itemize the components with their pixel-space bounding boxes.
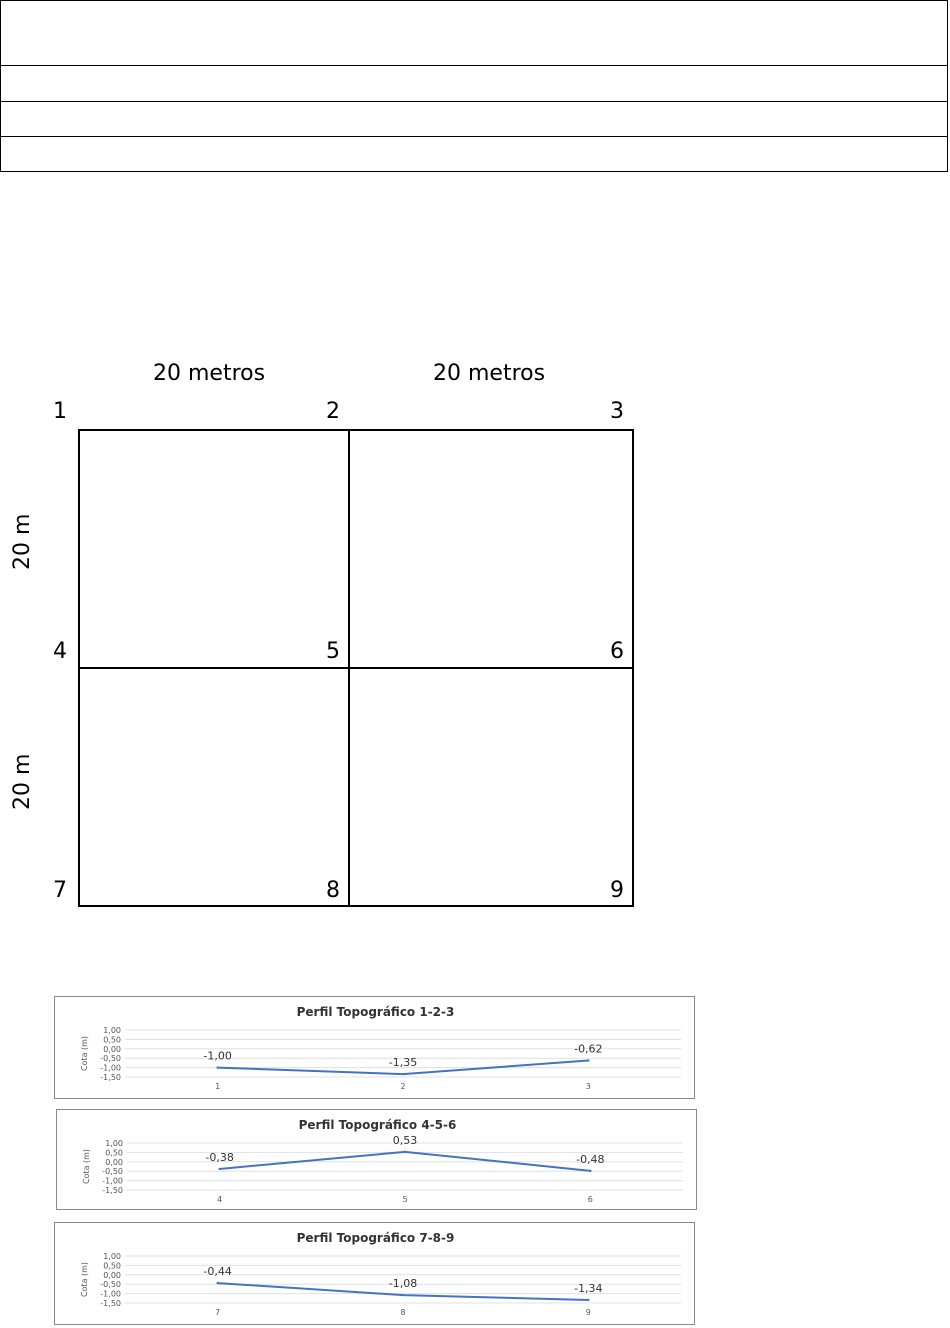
top-distance-label: 20 metros: [153, 361, 266, 386]
y-tick-label: -0,50: [100, 1054, 121, 1064]
table-row: [1, 102, 948, 137]
x-tick-label: 7: [215, 1308, 221, 1317]
y-tick-label: 0,50: [105, 1148, 123, 1158]
table-cell: [1, 137, 948, 172]
data-point: [402, 1294, 404, 1296]
y-axis-label: Cota (m): [80, 1035, 89, 1072]
y-tick-label: 1,00: [103, 1252, 121, 1261]
x-tick-label: 2: [400, 1082, 406, 1091]
table-cell: [1, 1, 948, 66]
x-tick-label: 9: [585, 1308, 591, 1317]
chart-title: Perfil Topográfico 7-8-9: [296, 1231, 455, 1245]
data-label: -0,62: [574, 1042, 603, 1056]
y-tick-label: 0,00: [103, 1270, 121, 1280]
data-label: -1,35: [388, 1056, 418, 1070]
chart-svg: [55, 997, 696, 1100]
header-table: [0, 0, 948, 172]
table-cell: [1, 102, 948, 137]
y-tick-label: 0,50: [103, 1035, 121, 1045]
x-tick-label: 1: [215, 1082, 221, 1091]
y-tick-label: 1,00: [103, 1026, 121, 1035]
y-tick-label: -1,50: [100, 1073, 121, 1082]
point-label: 5: [326, 639, 340, 664]
data-point: [587, 1299, 589, 1301]
chart-svg: [55, 1223, 696, 1326]
table-cell: [1, 66, 948, 102]
data-label: -0,44: [203, 1265, 232, 1279]
data-label: -1,00: [203, 1049, 232, 1063]
data-point: [404, 1151, 406, 1153]
side-distance-label: 20 m: [10, 753, 35, 810]
point-label: 8: [326, 878, 340, 903]
y-tick-label: 0,00: [103, 1044, 121, 1054]
chart-svg: [57, 1110, 698, 1211]
data-label: -0,38: [205, 1150, 234, 1164]
top-distance-label: 20 metros: [433, 361, 546, 386]
y-tick-label: -1,00: [102, 1176, 123, 1186]
data-label: 0,53: [392, 1133, 418, 1147]
chart-title: Perfil Topográfico 4-5-6: [298, 1118, 457, 1132]
data-point: [587, 1059, 589, 1061]
y-tick-label: -1,50: [100, 1299, 121, 1308]
y-tick-label: -1,50: [102, 1186, 123, 1195]
data-point: [216, 1066, 218, 1068]
table-row: [1, 1, 948, 66]
y-tick-label: -1,00: [100, 1289, 121, 1299]
table-row: [1, 137, 948, 172]
profile-chart-3: [54, 1222, 695, 1325]
profile-chart-2: [56, 1109, 697, 1210]
data-point: [216, 1282, 218, 1284]
y-axis-label: Cota (m): [80, 1261, 89, 1298]
y-tick-label: 1,00: [105, 1139, 123, 1148]
x-tick-label: 5: [402, 1195, 408, 1204]
x-tick-label: 8: [400, 1308, 406, 1317]
data-label: -1,34: [574, 1281, 603, 1295]
x-tick-label: 4: [217, 1195, 223, 1204]
y-axis-label: Cota (m): [82, 1148, 91, 1185]
point-label: 4: [53, 639, 67, 664]
data-label: -1,08: [388, 1277, 418, 1291]
point-label: 2: [326, 399, 340, 424]
point-label: 7: [53, 878, 67, 903]
x-tick-label: 3: [585, 1082, 591, 1091]
profile-chart-1: [54, 996, 695, 1099]
chart-title: Perfil Topográfico 1-2-3: [296, 1005, 455, 1019]
y-tick-label: 0,50: [103, 1261, 121, 1271]
y-tick-label: 0,00: [105, 1157, 123, 1167]
data-point: [589, 1170, 591, 1172]
grid-horizontal-divider: [78, 667, 634, 669]
point-label: 6: [610, 639, 624, 664]
x-tick-label: 6: [587, 1195, 593, 1204]
data-point: [402, 1073, 404, 1075]
y-tick-label: -0,50: [102, 1167, 123, 1177]
point-label: 9: [610, 878, 624, 903]
y-tick-label: -0,50: [100, 1280, 121, 1290]
side-distance-label: 20 m: [10, 513, 35, 570]
data-point: [218, 1168, 220, 1170]
y-tick-label: -1,00: [100, 1063, 121, 1073]
point-label: 3: [610, 399, 624, 424]
table-row: [1, 66, 948, 102]
point-label: 1: [53, 399, 67, 424]
data-label: -0,48: [576, 1152, 605, 1166]
